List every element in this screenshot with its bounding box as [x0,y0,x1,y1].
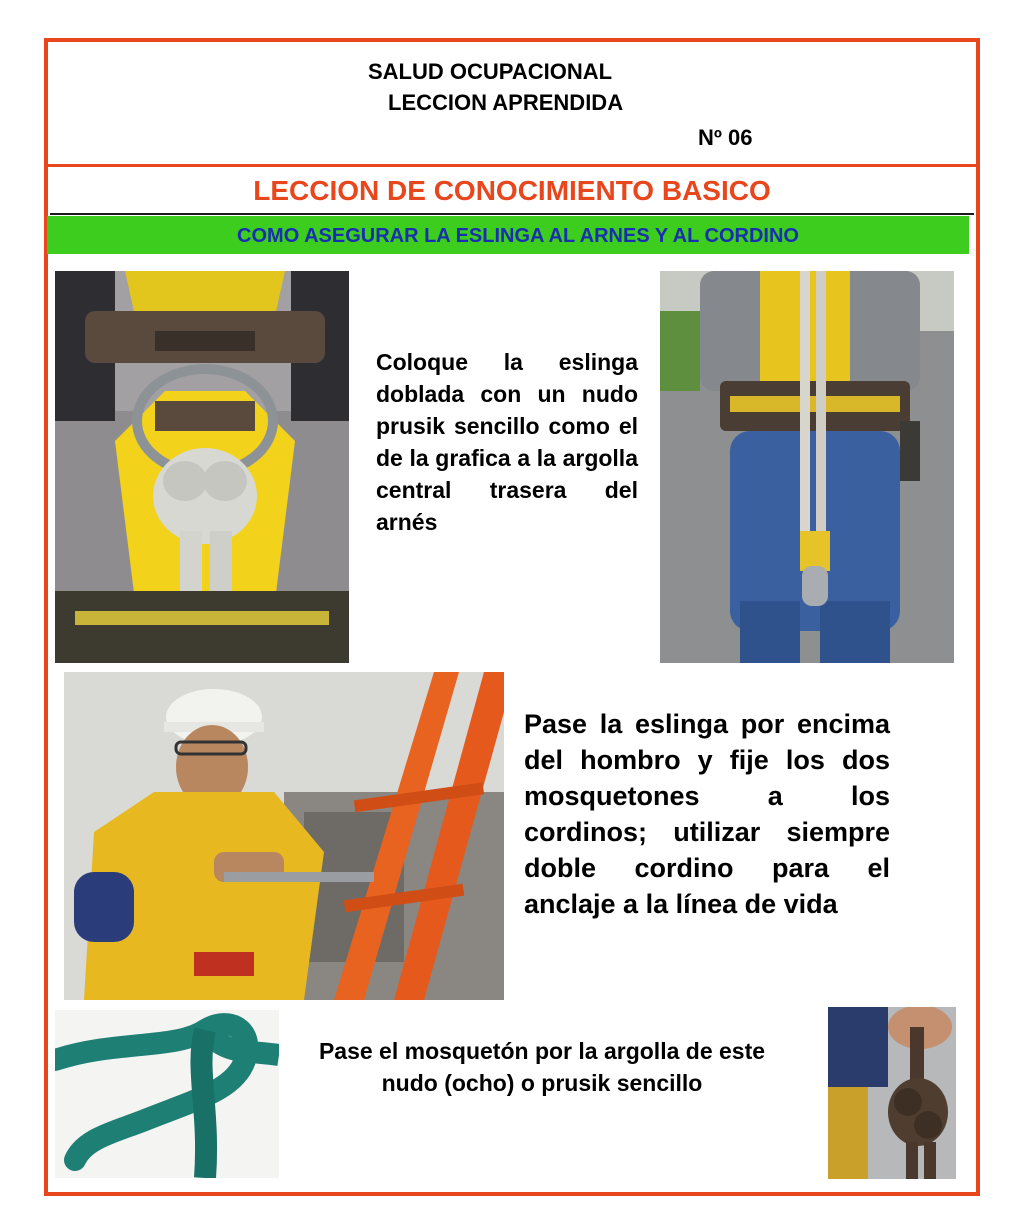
subtitle-band: COMO ASEGURAR LA ESLINGA AL ARNES Y AL CORDINO [47,216,969,254]
photo-worker-back [660,271,954,663]
step-1-text: Coloque la eslinga doblada con un nudo prusik sencillo como el de la grafica a la argolla central trasera del arnés [376,349,638,535]
header-department: SALUD OCUPACIONAL [368,59,613,84]
step-2-text: Pase la eslinga por encima del hombro y fije los dos mosquetones a los cordinos; utilizar siempre doble cordino para el anclaje a la línea de vida [524,709,890,919]
header-lesson-number: Nº 06 [698,125,753,150]
title-divider [50,213,974,215]
photo-rope-loop [55,1010,279,1178]
header-lesson-type: LECCION APRENDIDA [388,90,624,115]
photo-worker-ladder [64,672,504,1000]
page-title: LECCION DE CONOCIMIENTO BASICO [253,175,771,206]
step-3-text: Pase el mosquetón por la argolla de este nudo (ocho) o prusik sencillo [318,1038,766,1096]
photo-figure-eight-knot [828,1007,956,1179]
photo-harness-knot [55,271,349,663]
header-divider [48,164,976,167]
